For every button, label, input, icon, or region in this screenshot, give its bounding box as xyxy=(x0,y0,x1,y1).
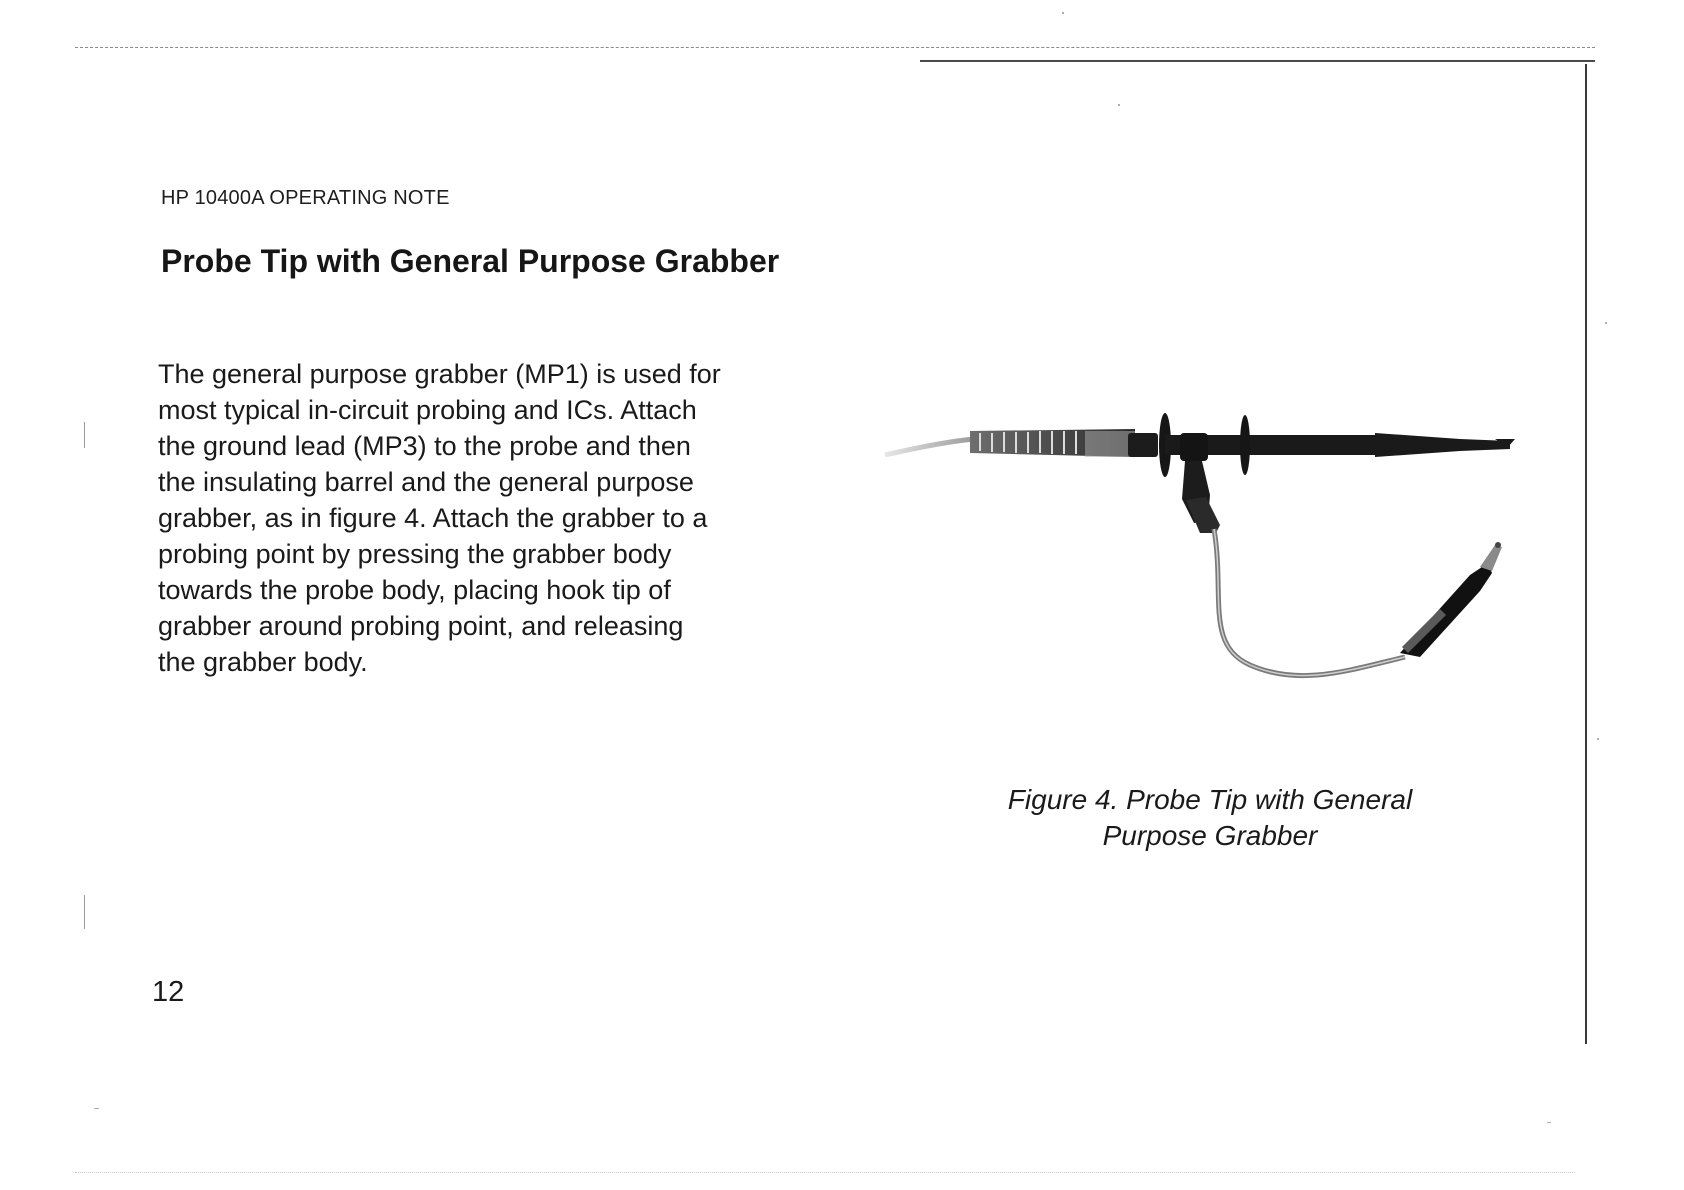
scan-speck xyxy=(1118,104,1120,106)
body-paragraph: The general purpose grabber (MP1) is used for most typical in-circuit probing and ICs. Attach the ground lead (MP3) to the probe and then the insulating barrel and the general purpose grabber, as in figure 4. Attach the grabber to a probing point by pressing the grabber body towards the probe body, placing hook tip of grabber around probing point, and releasing the grabber body. xyxy=(158,359,721,677)
scan-edge-top-right xyxy=(920,60,1595,62)
scan-speck xyxy=(1597,738,1599,740)
scan-edge-bottom xyxy=(75,1172,1575,1173)
alligator-clip xyxy=(1400,542,1502,657)
page-edge-right xyxy=(1585,64,1587,1044)
strain-relief xyxy=(970,429,1135,457)
scan-speck xyxy=(1547,1122,1551,1123)
scan-mark-left xyxy=(84,422,85,448)
probe-with-grabber-photo xyxy=(880,395,1520,730)
scan-speck xyxy=(1605,322,1607,324)
page-number: 12 xyxy=(152,976,185,1008)
scan-mark-left xyxy=(84,895,85,929)
probe-cable xyxy=(885,439,975,455)
section-title: Probe Tip with General Purpose Grabber xyxy=(161,243,780,279)
ground-lead-wire xyxy=(1214,529,1405,676)
running-header: HP 10400A OPERATING NOTE xyxy=(161,187,450,209)
figure-caption: Figure 4. Probe Tip with General Purpose Grabber xyxy=(1007,784,1413,851)
scan-edge-top xyxy=(75,47,1595,48)
scan-speck xyxy=(1062,12,1064,14)
scan-speck xyxy=(94,1108,99,1109)
